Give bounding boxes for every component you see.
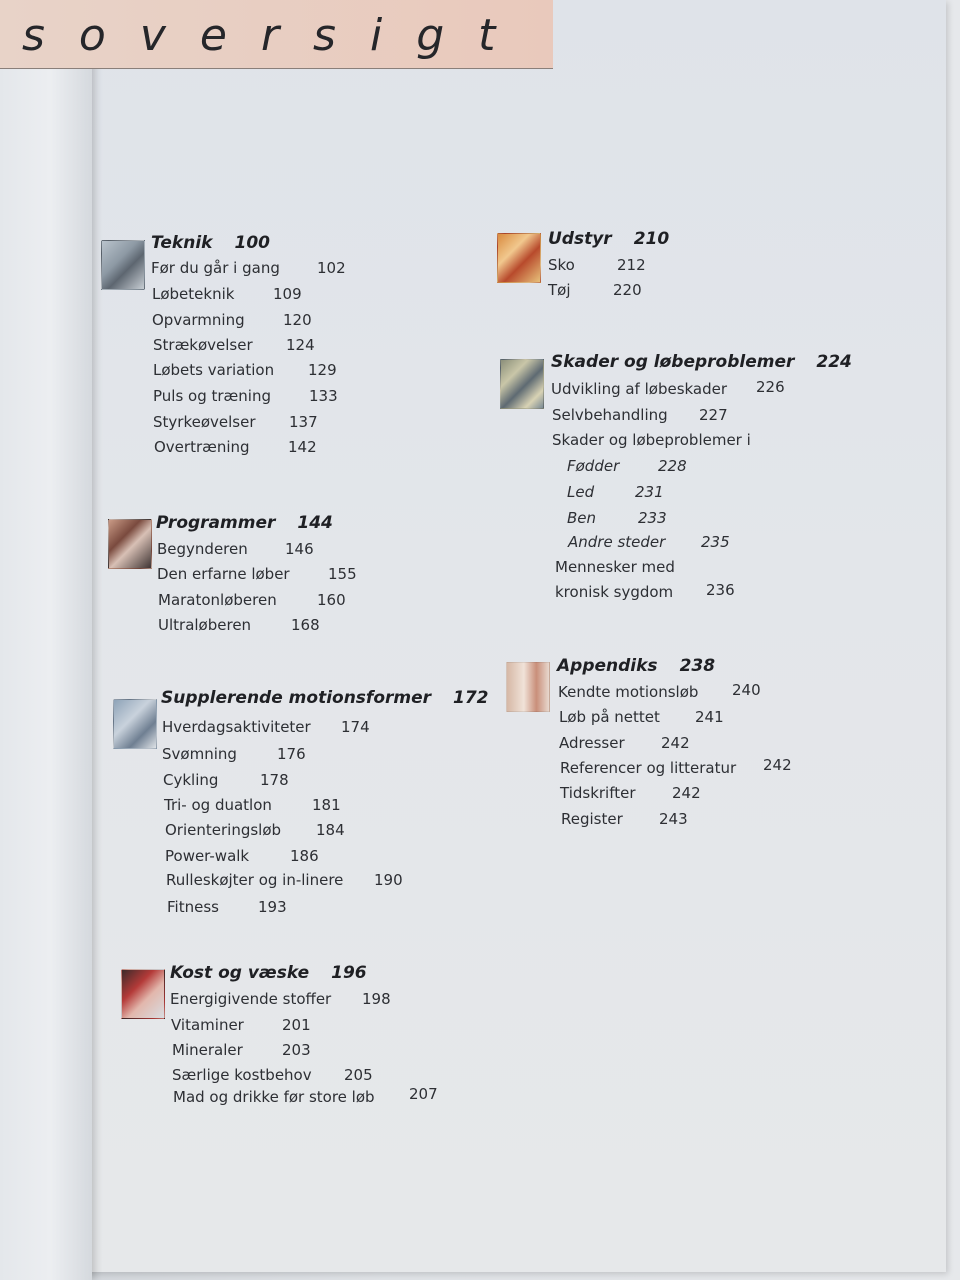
entry-label: Puls og træning: [153, 387, 271, 405]
section-title[interactable]: [151, 233, 270, 253]
entry-label: Adresser: [559, 734, 625, 752]
toc-entry[interactable]: [162, 745, 306, 763]
toc-entry[interactable]: [158, 616, 320, 634]
programmer-thumbnail: [108, 519, 152, 569]
entry-label: Fitness: [167, 898, 219, 916]
entry-label: Kendte motionsløb: [558, 683, 699, 701]
toc-entry[interactable]: [172, 1066, 373, 1084]
udstyr-thumbnail: [497, 233, 541, 283]
section-title-label: Appendiks: [557, 656, 658, 676]
section-page: 210: [633, 229, 670, 249]
entry-page: 109: [273, 285, 302, 303]
toc-entry[interactable]: [153, 361, 337, 379]
toc-entry[interactable]: [560, 756, 792, 777]
appendiks-thumbnail: [506, 662, 550, 712]
section-page: 172: [453, 688, 489, 708]
entry-page: 242: [763, 756, 792, 774]
entry-page: 201: [282, 1016, 311, 1034]
toc-entry[interactable]: [552, 406, 728, 424]
toc-entry[interactable]: [153, 336, 315, 354]
entry-page: 235: [701, 533, 730, 551]
section-title[interactable]: [170, 963, 367, 983]
left-page-curl: [0, 30, 92, 1280]
toc-entry[interactable]: [152, 311, 312, 329]
entry-page: 160: [317, 591, 346, 609]
entry-page: 146: [285, 540, 314, 558]
toc-entry[interactable]: [165, 847, 319, 865]
entry-label: Mennesker med: [555, 558, 675, 576]
entry-label: Ben: [567, 509, 597, 527]
entry-page: 242: [672, 784, 701, 802]
toc-entry[interactable]: [567, 509, 667, 527]
entry-label: Overtræning: [154, 438, 250, 456]
entry-label: Rulleskøjter og in-linere: [166, 871, 344, 889]
entry-label: Før du går i gang: [151, 259, 280, 277]
toc-entry[interactable]: [561, 810, 688, 828]
section-title-label: Kost og væske: [170, 963, 310, 983]
entry-page: 124: [286, 336, 315, 354]
entry-page: 174: [341, 718, 370, 736]
section-page: 238: [679, 656, 716, 676]
entry-page: 220: [613, 281, 642, 299]
entry-label: Styrkeøvelser: [153, 413, 256, 431]
entry-page: 228: [658, 457, 687, 475]
entry-page: 198: [362, 990, 391, 1008]
toc-entry[interactable]: [568, 533, 730, 551]
entry-page: 120: [283, 311, 312, 329]
toc-entry[interactable]: [170, 990, 391, 1008]
entry-page: 205: [344, 1066, 373, 1084]
entry-page: 212: [617, 256, 646, 274]
entry-page: 181: [312, 796, 341, 814]
entry-page: 186: [290, 847, 319, 865]
entry-label: Den erfarne løber: [157, 565, 290, 583]
toc-entry[interactable]: [551, 378, 785, 398]
toc-entry[interactable]: [165, 821, 345, 839]
supplerende-thumbnail: [113, 699, 157, 749]
entry-page: 184: [316, 821, 345, 839]
entry-page: 236: [706, 581, 735, 599]
entry-label: Særlige kostbehov: [172, 1066, 312, 1084]
entry-label: Referencer og litteratur: [560, 759, 737, 777]
toc-entry[interactable]: [555, 558, 675, 576]
entry-label: Selvbehandling: [552, 406, 668, 424]
entry-page: 207: [409, 1085, 438, 1103]
entry-page: 243: [659, 810, 688, 828]
toc-entry[interactable]: [157, 565, 357, 583]
entry-page: 226: [756, 378, 785, 396]
entry-label: Register: [561, 810, 623, 828]
entry-label: Udvikling af løbeskader: [551, 380, 728, 398]
entry-page: 227: [699, 406, 728, 424]
skader-thumbnail: [500, 359, 544, 409]
entry-label: Tidskrifter: [560, 784, 636, 802]
entry-label: Fødder: [567, 457, 620, 475]
section-title[interactable]: [161, 688, 489, 708]
entry-label: Sko: [548, 256, 575, 274]
toc-entry[interactable]: [171, 1016, 311, 1034]
entry-page: 178: [260, 771, 289, 789]
entry-page: 137: [289, 413, 318, 431]
toc-entry[interactable]: [152, 285, 302, 303]
entry-page: 233: [638, 509, 667, 527]
page-title: soversigt: [22, 10, 530, 61]
header-band: [0, 0, 553, 69]
entry-label: Løb på nettet: [559, 708, 660, 726]
teknik-thumbnail: [101, 240, 145, 290]
entry-label: Mineraler: [172, 1041, 243, 1059]
toc-entry[interactable]: [555, 581, 735, 601]
section-title-label: Udstyr: [548, 229, 612, 249]
entry-label: Vitaminer: [171, 1016, 244, 1034]
kost-thumbnail: [121, 969, 165, 1019]
entry-page: 155: [328, 565, 357, 583]
section-title[interactable]: [551, 352, 852, 372]
toc-entry[interactable]: [157, 540, 314, 558]
toc-entry[interactable]: [164, 796, 341, 814]
toc-entry[interactable]: [548, 256, 646, 274]
entry-label: Cykling: [163, 771, 219, 789]
section-title-label: Programmer: [156, 513, 276, 533]
toc-entry[interactable]: [560, 784, 701, 802]
entry-page: 231: [635, 483, 664, 501]
entry-page: 193: [258, 898, 287, 916]
toc-entry[interactable]: [166, 871, 403, 889]
entry-label: Andre steder: [568, 533, 666, 551]
entry-label: Energigivende stoffer: [170, 990, 332, 1008]
entry-page: 190: [374, 871, 403, 889]
entry-label: Orienteringsløb: [165, 821, 282, 839]
toc-entry[interactable]: [548, 281, 642, 299]
toc-entry[interactable]: [172, 1041, 311, 1059]
toc-entry[interactable]: [567, 483, 664, 501]
entry-label: Ultraløberen: [158, 616, 252, 634]
toc-entry[interactable]: [173, 1085, 438, 1106]
toc-entry[interactable]: [158, 591, 346, 609]
toc-entry[interactable]: [567, 457, 687, 475]
section-page: 224: [816, 352, 852, 372]
section-page: 100: [234, 233, 270, 253]
section-title[interactable]: [548, 229, 669, 249]
entry-page: 129: [308, 361, 337, 379]
entry-label: Løbeteknik: [152, 285, 235, 303]
entry-label: Skader og løbeproblemer i: [552, 431, 751, 449]
entry-page: 240: [732, 681, 761, 699]
entry-label: Led: [567, 483, 595, 501]
entry-label: Tøj: [548, 281, 571, 299]
section-page: 144: [297, 513, 333, 533]
entry-page: 203: [282, 1041, 311, 1059]
entry-page: 133: [309, 387, 338, 405]
section-title-label: Supplerende motionsformer: [161, 688, 432, 708]
entry-page: 242: [661, 734, 690, 752]
entry-page: 168: [291, 616, 320, 634]
toc-entry[interactable]: [153, 387, 338, 405]
section-title-label: Teknik: [151, 233, 213, 253]
entry-label: Svømning: [162, 745, 237, 763]
entry-page: 142: [288, 438, 317, 456]
toc-entry[interactable]: [552, 431, 751, 449]
toc-entry[interactable]: [162, 718, 370, 736]
toc-entry[interactable]: [559, 734, 690, 752]
entry-label: Løbets variation: [153, 361, 275, 379]
toc-entry[interactable]: [154, 438, 317, 456]
toc-entry[interactable]: [559, 708, 724, 726]
entry-label: Power-walk: [165, 847, 250, 865]
toc-entry[interactable]: [167, 898, 287, 916]
entry-label: Opvarmning: [152, 311, 245, 329]
toc-entry[interactable]: [151, 259, 346, 277]
entry-label: Maratonløberen: [158, 591, 277, 609]
entry-label: Begynderen: [157, 540, 248, 558]
entry-page: 102: [317, 259, 346, 277]
entry-page: 241: [695, 708, 724, 726]
entry-label: Tri- og duatlon: [164, 796, 272, 814]
section-title-label: Skader og løbeproblemer: [551, 352, 795, 372]
entry-label: Hverdagsaktiviteter: [162, 718, 311, 736]
toc-entry[interactable]: [163, 771, 289, 789]
toc-entry[interactable]: [558, 681, 761, 701]
toc-entry[interactable]: [153, 413, 318, 431]
section-page: 196: [331, 963, 367, 983]
entry-label: kronisk sygdom: [555, 583, 674, 601]
entry-page: 176: [277, 745, 306, 763]
section-title[interactable]: [557, 656, 715, 676]
entry-label: Strækøvelser: [153, 336, 253, 354]
section-title[interactable]: [156, 513, 333, 533]
entry-label: Mad og drikke før store løb: [173, 1088, 375, 1106]
